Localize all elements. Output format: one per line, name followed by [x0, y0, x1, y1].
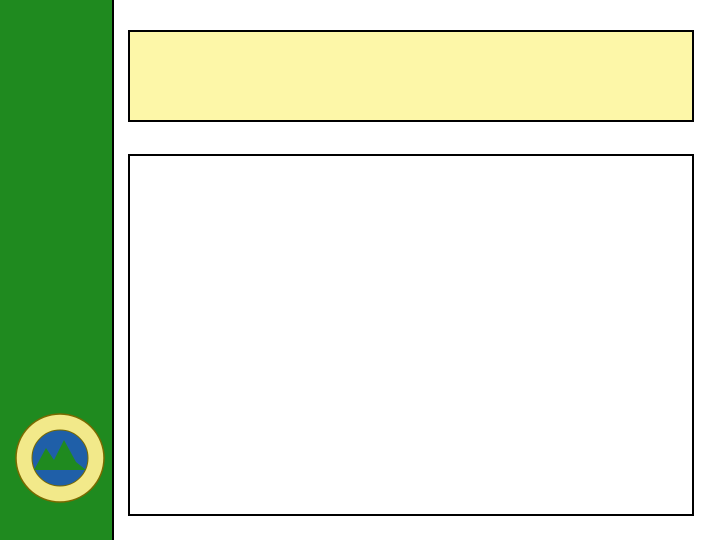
school-emblem-icon — [14, 412, 106, 504]
title-box — [128, 30, 694, 122]
sidebar-stripe — [0, 0, 114, 540]
content-box — [128, 154, 694, 516]
